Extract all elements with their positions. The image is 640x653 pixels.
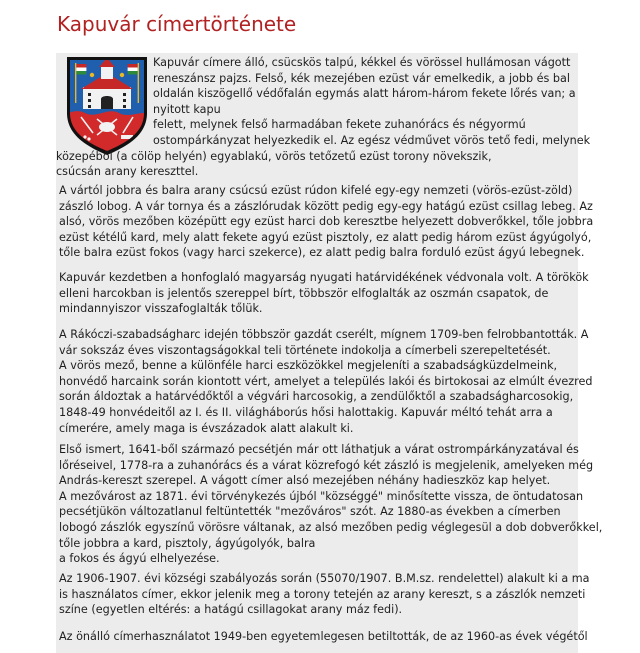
text-line: elleni harcokban is jelentős szereppel bírt, többször elfoglalták az oszmán csapatok, de bbox=[59, 286, 549, 300]
text-line: a fokos és ágyú elhelyezése. bbox=[59, 552, 220, 566]
text-line: felett, melynek felső harmadában fekete zuhanórács és négyormú bbox=[153, 118, 526, 132]
text-line: során áldoztak a határvédőktől a végvári harcosokig, a zendülőktől a szabadságharcosokig, bbox=[59, 390, 574, 404]
paragraph bbox=[59, 571, 590, 618]
page-title: Kapuvár címertörténete bbox=[57, 12, 297, 36]
text-line: András-kereszt szerepel. A vágott címer alsó mezejében néhány hadieszköz kap helyet. bbox=[59, 474, 551, 488]
text-line: tőle jobbra a kard, pisztoly, ágyúgolyók, balra bbox=[59, 536, 316, 550]
text-line: pecsétjükön változatlanul feltüntették "mezőváros" szót. Az 1880-as években a címerben bbox=[59, 505, 561, 519]
text-line: tőle balra ezüst fokos (vagy harci szekerce), ez alatt pedig balra forduló ezüst ágyú lebegnek. bbox=[59, 246, 585, 260]
text-line: A vörös mező, benne a különféle harci eszközökkel megjeleníti a szabadságküzdelmeink, bbox=[59, 359, 558, 373]
coat-of-arms-image bbox=[61, 53, 153, 157]
text-line: Kapuvár címere álló, csücskös talpú, kékkel és vörössel hullámosan vágott bbox=[153, 56, 571, 69]
text-line: is használatos címer, ekkor jelenik meg a torony tetején az arany kereszt, s a zászlók nemzeti bbox=[59, 587, 586, 601]
text-line: vár sokszáz éves viszontagságokkal teli története indokolja a címerbeli szerepeltetését. bbox=[59, 343, 551, 357]
article-body bbox=[56, 53, 603, 653]
text-line: csúcsán arany kereszttel. bbox=[56, 165, 199, 179]
text-line: közepéből (a cölöp helyén) egyablakú, vörös tetőzetű ezüst torony növekszik, bbox=[56, 149, 492, 163]
text-line: címerére, amely maga is évszázadok alatt alakult ki. bbox=[59, 421, 354, 435]
text-line: alsó, vörös mezőben középütt egy ezüst harci dob keresztbe helyezett dobverőkkel, tőle jobbra bbox=[59, 215, 594, 229]
text-line: reneszánsz pajzs. Felső, kék mezejében ezüst vár emelkedik, a jobb és bal bbox=[153, 71, 570, 85]
intro-paragraph bbox=[56, 55, 591, 180]
text-line: A vártól jobbra és balra arany csúcsú ezüst rúdon kifelé egy-egy nemzeti (vörös-ezüst-zöld) bbox=[59, 184, 573, 197]
text-line: zászló lobog. A vár tornya és a zászlórudak között pedig egy-egy hatágú ezüst csillag lebeg. Az bbox=[59, 199, 593, 213]
paragraph bbox=[59, 327, 593, 436]
paragraph bbox=[59, 183, 594, 261]
text-line: A Rákóczi-szabadságharc idején többször gazdát cserélt, mígnem 1709-ben felrobbantották. A bbox=[59, 328, 589, 341]
text-line: színe (egyetlen eltérés: a hatágú csillagokat arany máz fedi). bbox=[59, 603, 403, 617]
text-line: lobogó zászlók egyszínű vörösre váltanak, az alsó mezőben pedig véglegesül a dob dobverőkkel, bbox=[59, 520, 603, 534]
text-line: mindannyiszor visszafoglalták tőlük. bbox=[59, 302, 263, 316]
text-line: ezüst kétélű kard, mely alatt fekete agyú ezüst pisztoly, ez alatt pedig három ezüst ágyúgolyó, bbox=[59, 230, 592, 244]
text-line: Első ismert, 1641-ből származó pecsétjén már ott láthatjuk a várat ostrompárkányzatával és bbox=[59, 443, 579, 456]
text-line: Az 1906-1907. évi községi szabályozás során (55070/1907. B.M.sz. rendelettel) alakult ki a ma bbox=[59, 572, 590, 585]
paragraph bbox=[59, 442, 603, 567]
text-line: nyitott kapu bbox=[153, 102, 221, 116]
text-line: Kapuvár kezdetben a honfoglaló magyarság nyugati határvidékének védvonala volt. A törökök bbox=[59, 271, 589, 284]
text-line: oldalán kiszögellő védőfalán egymás alatt három-három fekete lőrés van; a bbox=[153, 87, 576, 101]
paragraph bbox=[59, 270, 589, 317]
paragraph bbox=[59, 629, 588, 645]
text-line: A mezővárost az 1871. évi törvénykezés újból "községgé" minősítette vissza, de öntudatosan bbox=[59, 489, 584, 503]
text-line: lőréseivel, 1778-ra a zuhanórács és a várat közrefogó két zászló is megjelenik, amelyeken még bbox=[59, 458, 594, 472]
text-line: 1848-49 honvédeitől az I. és II. világháborús hősi halottakig. Kapuvár méltó tehát arra a bbox=[59, 405, 553, 419]
text-line: Az önálló címerhasználatot 1949-ben egyetemlegesen betiltották, de az 1960-as évek végétől bbox=[59, 630, 588, 643]
text-line: honvédő harcaink során kiontott vért, amelyet a település lakói és birtokosai az elmúlt évezred bbox=[59, 374, 593, 388]
text-line: ostompárkányzat helyezkedik el. Az egész védművet vörös tető fedi, melynek bbox=[153, 133, 591, 147]
